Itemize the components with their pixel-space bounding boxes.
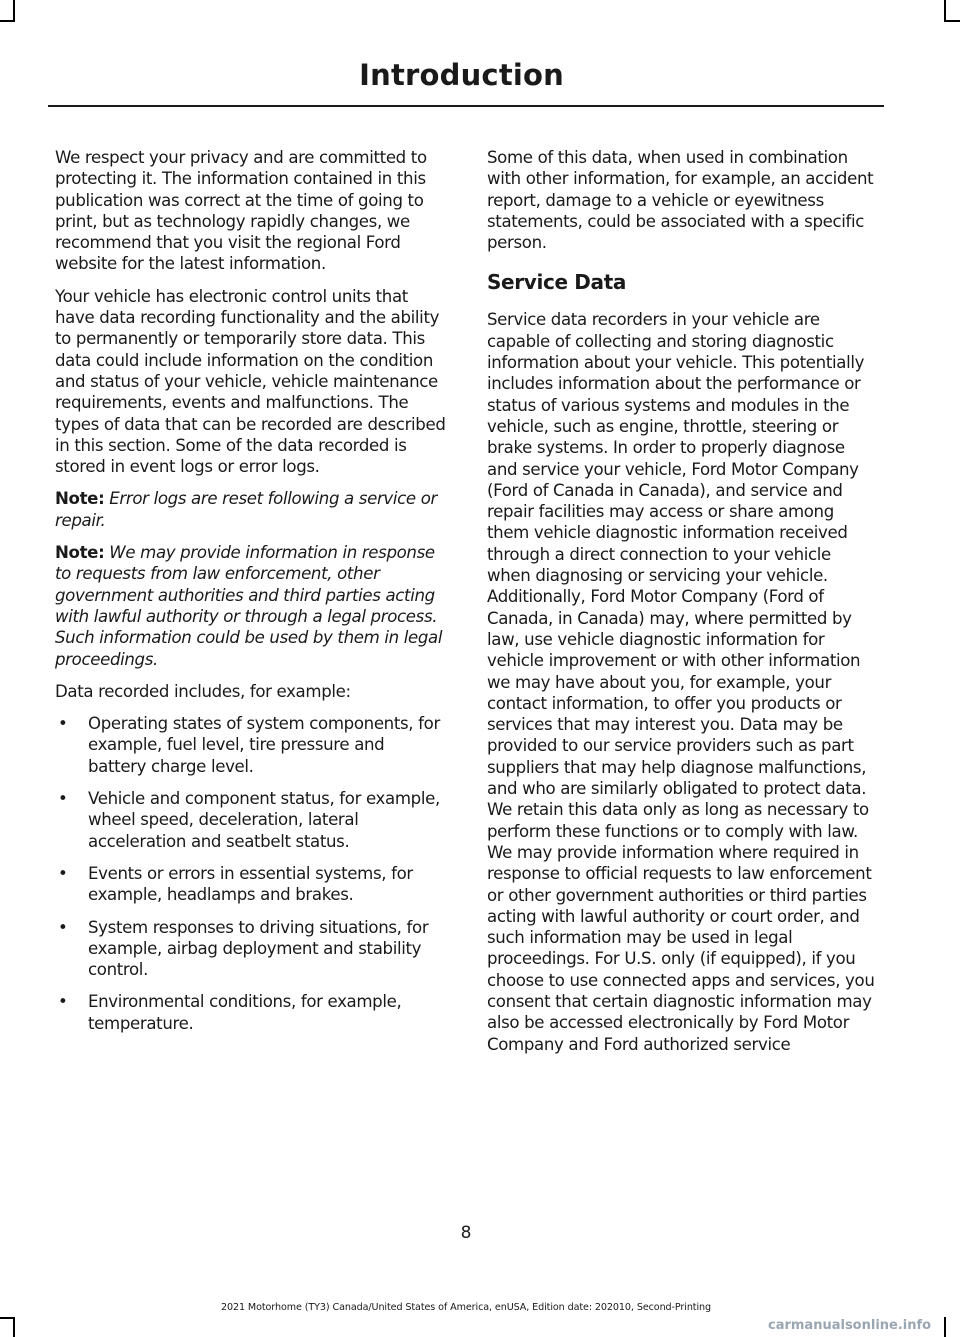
privacy-paragraph: We respect your privacy and are committed to protecting it. The information contained in this publication was correct at the time of going to print, but as technology rapidly changes, we recommend that you visit the regional Ford website for the latest information.: [55, 148, 427, 274]
list-item: [55, 713, 447, 777]
page-title: Introduction: [359, 58, 564, 92]
edition-footer: 2021 Motorhome (TY3) Canada/United States of America, enUSA, Edition date: 202010, Second-Printing: [220, 1302, 712, 1313]
left-column: [55, 147, 447, 1045]
bullet-icon: •: [58, 917, 68, 937]
note-law-enforcement: [55, 542, 447, 670]
crop-mark-bottom-right-vertical: [944, 1317, 946, 1337]
crop-mark-top-left-horizontal: [0, 20, 15, 22]
bullet-icon: •: [58, 714, 68, 734]
page-number: 8: [460, 1223, 472, 1243]
list-item-text: Events or errors in essential systems, for example, headlamps and brakes.: [88, 863, 413, 905]
section-heading-service-data: Service Data: [487, 270, 627, 295]
bullet-icon: •: [58, 992, 68, 1012]
bullet-icon: •: [58, 863, 68, 883]
list-item: [55, 991, 447, 1034]
watermark: carmanualsonline.info: [768, 1318, 932, 1333]
note-error-logs: [55, 488, 447, 531]
crop-mark-top-left-vertical: [13, 0, 15, 22]
crop-mark-bottom-left-vertical: [13, 1317, 15, 1337]
control-units-paragraph: Your vehicle has electronic control units that have data recording functionality and the ability to permanently or temporarily store data. This data could include information on the condition and status of your vehicle, vehicle maintenance requirements, events and malfunctions. The types of data that can be recorded are described in this section. Some of the data recorded is stored in event logs or error logs.: [55, 286, 446, 477]
right-column: [487, 147, 879, 1066]
list-item-text: Vehicle and component status, for example, wheel speed, deceleration, lateral acceleration and seatbelt status.: [88, 789, 440, 851]
crop-mark-top-right-vertical: [944, 0, 946, 22]
list-item: [55, 863, 447, 906]
data-recorded-list: [55, 713, 447, 1034]
crop-mark-bottom-left-horizontal: [0, 1317, 15, 1319]
note-text: Error logs are reset following a service or repair.: [55, 489, 437, 530]
service-data-paragraph: Service data recorders in your vehicle are capable of collecting and storing diagnostic information about your vehicle. This potentially includes information about the performance or status of various systems and modules in the vehicle, such as engine, throttle, steering or brake systems. In order to properly diagnose and service your vehicle, Ford Motor Company (Ford of Canada in Canada), and service and repair facilities may access or share among them vehicle diagnostic information received through a direct connection to your vehicle when diagnosing or servicing your vehicle. Additionally, Ford Motor Company (Ford of Canada, in Canada) may, where permitted by law, use vehicle diagnostic information for vehicle improvement or with other information we may have about you, for example, your contact information, to offer you products or services that may interest you. Data may be provided to our service providers such as part suppliers that may help diagnose malfunctions, and who are similarly obligated to protect data. We retain this data only as long as necessary to perform these functions or to comply with law. We may provide information where required in response to official requests to law enforcement or other government authorities or third parties acting with lawful authority or court order, and such information may be used in legal proceedings. For U.S. only (if equipped), if you choose to use connected apps and services, you consent that certain diagnostic information may also be accessed electronically by Ford Motor Company and Ford authorized service: [487, 310, 875, 1054]
list-item-text: Environmental conditions, for example, temperature.: [88, 992, 402, 1033]
list-item-text: Operating states of system components, for example, fuel level, tire pressure and battery charge level.: [88, 714, 440, 776]
note-text: We may provide information in response to requests from law enforcement, other government authorities and third parties acting with lawful authority or through a legal process. Such information could be used by them in legal proceedings.: [55, 543, 443, 669]
crop-mark-top-right-horizontal: [944, 20, 960, 22]
list-item-text: System responses to driving situations, for example, airbag deployment and stability control.: [88, 917, 429, 980]
header-divider: [48, 105, 884, 107]
association-paragraph: Some of this data, when used in combination with other information, for example, an accident report, damage to a vehicle or eyewitness statements, could be associated with a specific person.: [487, 148, 874, 253]
note-label: Note:: [55, 489, 105, 509]
note-label: Note:: [55, 543, 105, 563]
list-intro: Data recorded includes, for example:: [55, 681, 351, 701]
bullet-icon: •: [58, 789, 68, 809]
list-item: [55, 917, 447, 981]
list-item: [55, 788, 447, 852]
